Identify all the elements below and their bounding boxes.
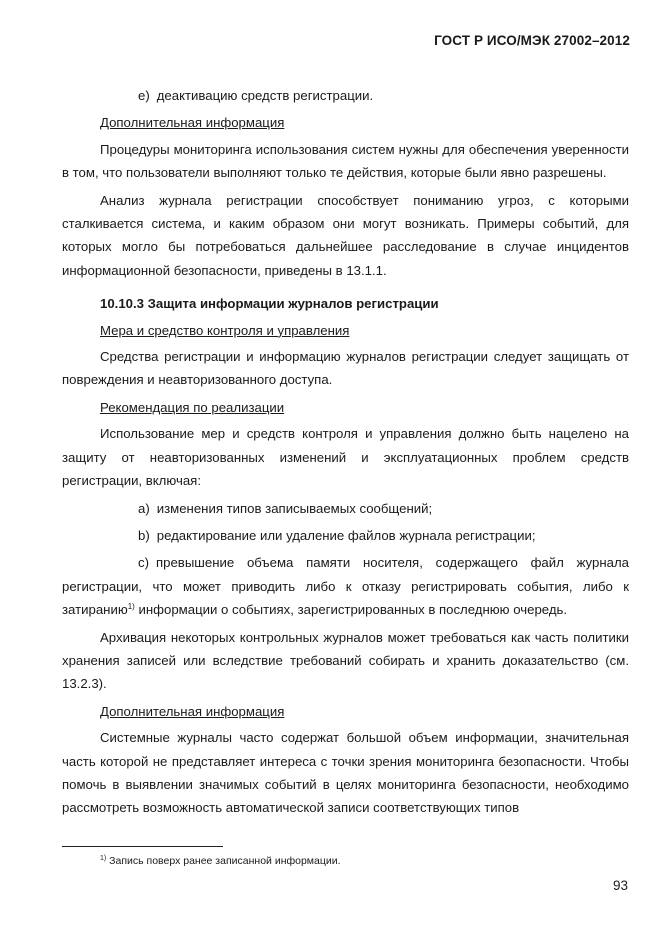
paragraph-measure: Средства регистрации и информацию журналов регистрации следует защищать от повреждения и неавторизованного доступа. (62, 349, 629, 388)
list-item-text: превышение объема памяти носителя, содержащего файл журнала регистрации, что может приводить либо к отказу регистрировать события, либо к затиранию (62, 555, 629, 618)
paragraph-system-logs: Системные журналы часто содержат большой объем информации, значительная часть которой не представляет интереса с точки зрения мониторинга безопасности. Чтобы помочь в выявлении значимых событий в целях мониторинга безопасности, необходимо рассмотреть возможность автоматической записи соответствующих типов (62, 730, 629, 816)
section-title: 10.10.3 Защита информации журналов регистрации (100, 296, 439, 312)
list-item-text: редактирование или удаление файлов журнала регистрации; (156, 527, 536, 543)
list-item-c (62, 551, 629, 621)
list-item-text-tail: информации о событиях, зарегистрированных в последнюю очередь. (134, 602, 568, 618)
footnote-marker: 1) (100, 855, 107, 862)
additional-info-heading-1 (62, 111, 629, 134)
footnote-text: Запись поверх ранее записанной информации. (106, 855, 341, 867)
paragraph-log-analysis: Анализ журнала регистрации способствует пониманию угроз, с которыми сталкивается система, и каким образом они могут возникать. Примеры событий, для которых могло бы потребоваться дальнейшее расследование в случае инцидентов информационной безопасности, приведены в 13.1.1. (62, 192, 629, 278)
list-item-a (62, 497, 629, 520)
page-number: 93 (612, 878, 628, 893)
list-marker: c) (138, 555, 149, 571)
footnote-reference: 1) (127, 602, 135, 612)
paragraph-recommendation: Использование мер и средств контроля и управления должно быть нацелено на защиту от неавторизованных изменений и эксплуатационных проблем средств регистрации, включая: (62, 426, 629, 489)
heading-text: Дополнительная информация (100, 703, 285, 719)
list-item-e (62, 84, 629, 107)
paragraph-archiving: Архивация некоторых контрольных журналов может требоваться как часть политики хранения записей или вследствие требований собирать и хранить доказательство (см. 13.2.3). (62, 629, 629, 692)
additional-info-heading-2 (62, 700, 629, 723)
list-item-b (62, 524, 629, 547)
list-marker: e) (138, 88, 150, 103)
footnote-divider (62, 846, 223, 847)
heading-text: Рекомендация по реализации (100, 399, 285, 415)
list-marker: b) (138, 527, 150, 543)
footnote (100, 855, 341, 867)
list-item-text: изменения типов записываемых сообщений; (156, 500, 433, 516)
list-item-text: деактивацию средств регистрации. (156, 88, 374, 103)
recommendation-heading (62, 396, 629, 419)
measure-heading (62, 319, 629, 342)
list-marker: a) (138, 500, 150, 516)
paragraph-monitoring: Процедуры мониторинга использования систем нужны для обеспечения уверенности в том, что пользователи выполняют только те действия, которые были явно разрешены. (62, 141, 629, 181)
heading-text: Дополнительная информация (100, 115, 285, 131)
page-body (62, 84, 629, 824)
document-header: ГОСТ Р ИСО/МЭК 27002–2012 (434, 33, 630, 48)
heading-text: Мера и средство контроля и управления (100, 322, 350, 338)
